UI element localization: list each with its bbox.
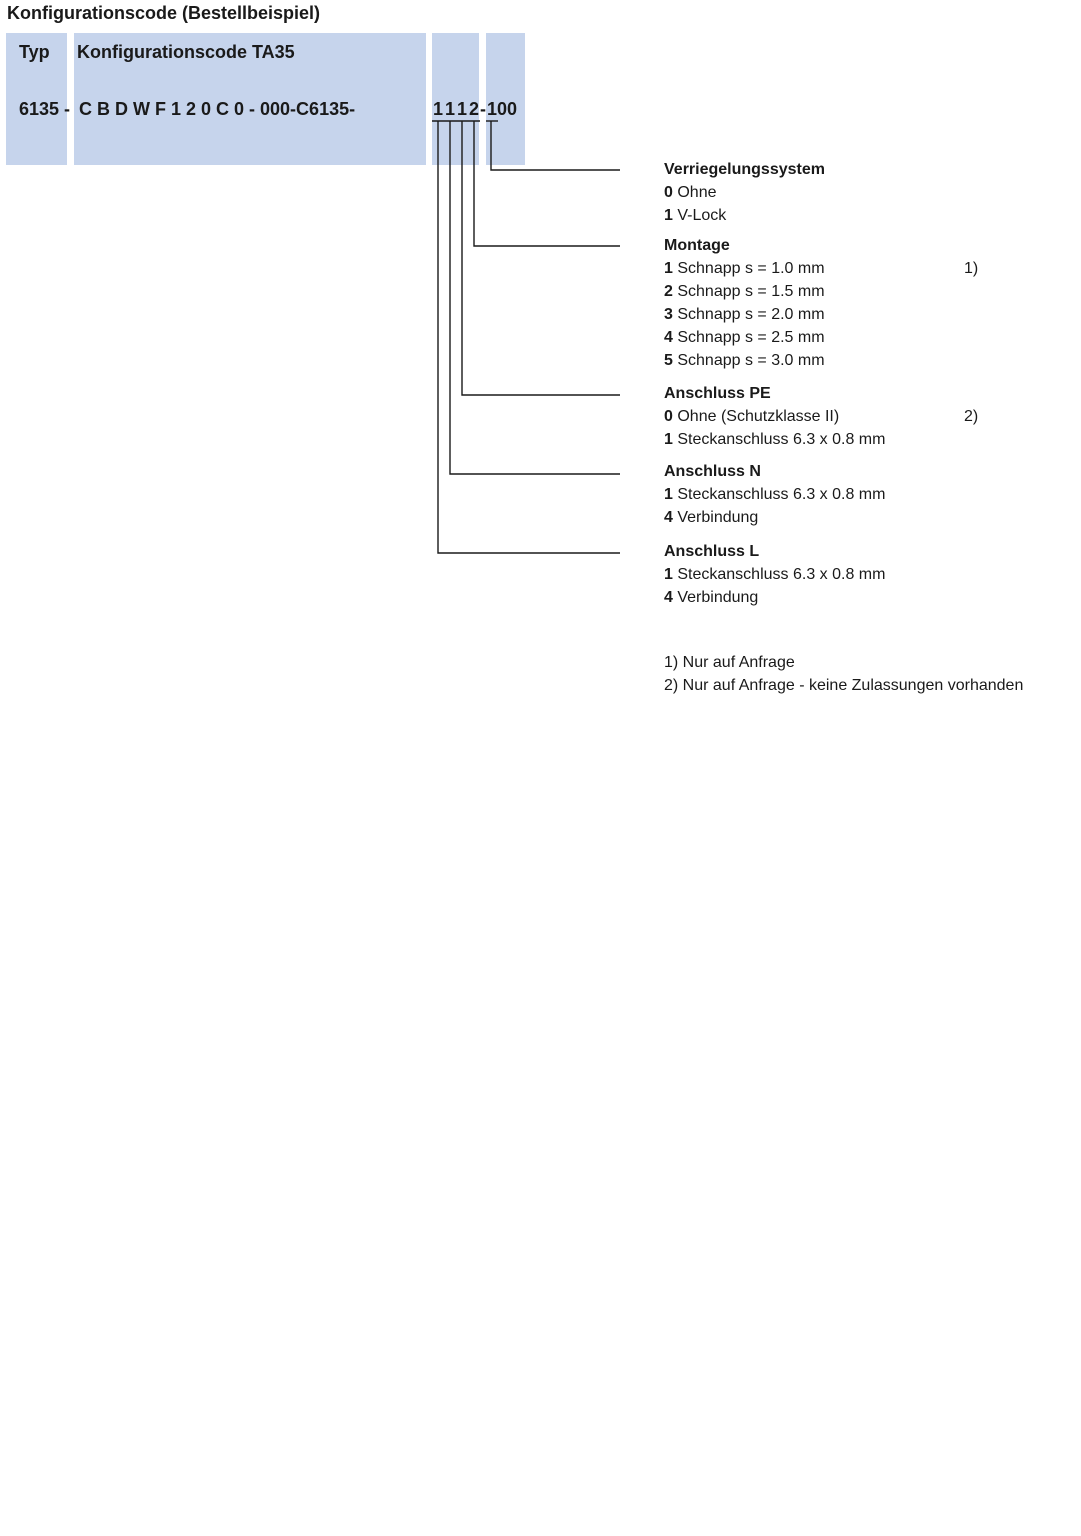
code-digit-l: 1 bbox=[432, 99, 443, 119]
option-row bbox=[664, 303, 1064, 326]
code-digit-n: 1 bbox=[444, 99, 455, 119]
option-footnote-ref: 2) bbox=[964, 408, 979, 425]
option-row bbox=[664, 563, 1064, 586]
code-separator: - bbox=[480, 99, 486, 119]
section-title: Anschluss PE bbox=[664, 385, 771, 402]
code-tail: 100 bbox=[487, 99, 518, 119]
option-label: Schnapp s = 1.0 mm bbox=[677, 260, 825, 277]
option-label: Verbindung bbox=[677, 589, 759, 606]
option-label: V-Lock bbox=[677, 207, 727, 224]
option-label: Verbindung bbox=[677, 509, 759, 526]
option-row bbox=[664, 349, 1064, 372]
option-label: Schnapp s = 2.0 mm bbox=[677, 306, 825, 323]
option-number: 1 bbox=[664, 431, 673, 448]
option-number: 1 bbox=[664, 207, 673, 224]
option-number: 2 bbox=[664, 283, 673, 300]
option-number: 1 bbox=[664, 260, 673, 277]
option-label: Schnapp s = 2.5 mm bbox=[677, 329, 825, 346]
section-montage bbox=[664, 234, 1064, 372]
option-row bbox=[664, 428, 1064, 451]
code-config-part: C B D W F 1 2 0 C 0 - 000-C6135- bbox=[79, 99, 356, 119]
option-footnote-ref: 1) bbox=[964, 260, 979, 277]
option-row bbox=[664, 326, 1064, 349]
option-number: 1 bbox=[664, 566, 673, 583]
section-anschluss-pe bbox=[664, 382, 1064, 451]
option-row bbox=[664, 586, 1064, 609]
option-label: Ohne bbox=[677, 184, 717, 201]
typ-header: Typ bbox=[19, 42, 50, 62]
footnote-1: 1) Nur auf Anfrage bbox=[664, 654, 795, 671]
connector-montage bbox=[474, 121, 620, 246]
option-number: 5 bbox=[664, 352, 673, 369]
option-number: 4 bbox=[664, 329, 673, 346]
option-number: 0 bbox=[664, 184, 673, 201]
option-label: Schnapp s = 1.5 mm bbox=[677, 283, 825, 300]
connector-anschluss-pe bbox=[462, 121, 620, 395]
code-digit-pe: 1 bbox=[456, 99, 467, 119]
connector-anschluss-l bbox=[438, 121, 620, 553]
code-digit-montage: 2 bbox=[468, 99, 479, 119]
section-verriegelungssystem bbox=[664, 158, 1064, 227]
option-label: Steckanschluss 6.3 x 0.8 mm bbox=[677, 566, 886, 583]
connector-verriegelung bbox=[491, 121, 620, 170]
config-header: Konfigurationscode TA35 bbox=[77, 42, 295, 62]
section-title: Montage bbox=[664, 237, 730, 254]
footnote-2: 2) Nur auf Anfrage - keine Zulassungen vorhanden bbox=[664, 677, 1024, 694]
option-number: 4 bbox=[664, 509, 673, 526]
option-number: 3 bbox=[664, 306, 673, 323]
option-number: 1 bbox=[664, 486, 673, 503]
section-title: Anschluss N bbox=[664, 463, 761, 480]
connector-anschluss-n bbox=[450, 121, 620, 474]
section-anschluss-l bbox=[664, 540, 1064, 609]
option-number: 0 bbox=[664, 408, 673, 425]
option-row bbox=[664, 506, 1064, 529]
option-number: 4 bbox=[664, 589, 673, 606]
option-row bbox=[664, 257, 1064, 280]
option-row bbox=[664, 280, 1064, 303]
code-type-part: 6135 - bbox=[19, 99, 71, 119]
option-label: Steckanschluss 6.3 x 0.8 mm bbox=[677, 486, 886, 503]
option-label: Schnapp s = 3.0 mm bbox=[677, 352, 825, 369]
option-row bbox=[664, 181, 1064, 204]
section-title: Verriegelungssystem bbox=[664, 161, 825, 178]
option-label: Ohne (Schutzklasse II) bbox=[677, 408, 840, 425]
section-anschluss-n bbox=[664, 460, 1064, 529]
option-row bbox=[664, 204, 1064, 227]
option-label: Steckanschluss 6.3 x 0.8 mm bbox=[677, 431, 886, 448]
option-row bbox=[664, 483, 1064, 506]
page-title: Konfigurationscode (Bestellbeispiel) bbox=[7, 3, 321, 23]
option-row bbox=[664, 405, 1064, 428]
section-title: Anschluss L bbox=[664, 543, 760, 560]
